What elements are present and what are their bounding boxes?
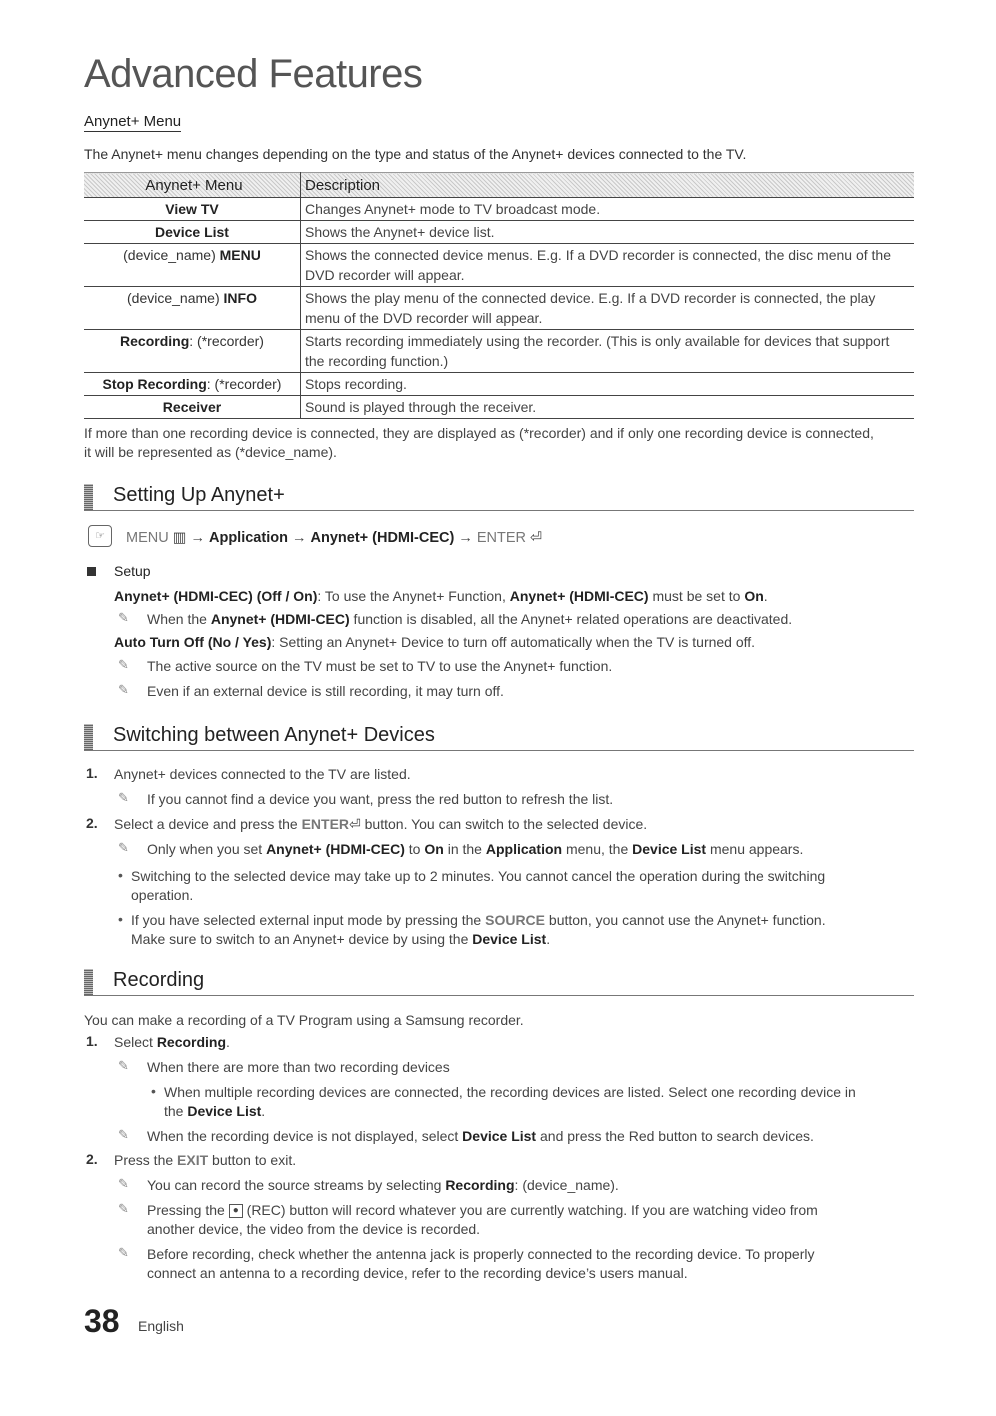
recording-step-1: Select Recording. (114, 1034, 230, 1050)
menu-path: MENU ▥ → Application → Anynet+ (HDMI-CEC) → ENTER ⏎ (126, 530, 543, 546)
page-language: English (138, 1318, 184, 1334)
note-icon: ✎ (118, 682, 129, 697)
section-title: Switching between Anynet+ Devices (113, 724, 435, 746)
auto-turn-off-note-2: Even if an external device is still recording, it may turn off. (147, 683, 504, 699)
auto-turn-off-option: Auto Turn Off (No / Yes): Setting an Anynet+ Device to turn off automatically when the TV is turned off. (114, 634, 756, 650)
menu-item-cell: Receiver (84, 396, 301, 419)
hdmi-cec-note: When the Anynet+ (HDMI-CEC) function is disabled, all the Anynet+ related operations are deactivated. (147, 611, 793, 627)
note-icon: ✎ (118, 790, 129, 805)
rec-button-icon: ● (229, 1204, 243, 1218)
description-cell: Stops recording. (301, 373, 915, 396)
recording-note-2: When the recording device is not displayed, select Device List and press the Red button to search devices. (147, 1128, 814, 1144)
table-row (84, 221, 914, 244)
auto-turn-off-note-1: The active source on the TV must be set to TV to use the Anynet+ function. (147, 658, 613, 674)
recording-note-3: You can record the source streams by selecting Recording: (device_name). (147, 1177, 619, 1193)
switching-step-2-note: Only when you set Anynet+ (HDMI-CEC) to On in the Application menu, the Device List menu appears. (147, 841, 804, 857)
note-icon: ✎ (118, 1176, 129, 1191)
switching-bullet-2: If you have selected external input mode by pressing the SOURCE button, you cannot use the Anynet+ function. Make sure to switch to an Anynet+ device by using the Device List. (131, 912, 826, 947)
section-title: Recording (113, 969, 205, 991)
section-header-switching (84, 724, 914, 751)
page-title: Advanced Features (84, 52, 423, 96)
description-cell: Starts recording immediately using the recorder. (This is only available for devices that support the recording function.) (301, 330, 915, 373)
recording-note-1: When there are more than two recording devices (147, 1059, 450, 1075)
note-icon: ✎ (118, 610, 129, 625)
step-number: 2. (86, 1151, 98, 1167)
table-row (84, 244, 914, 287)
section-bar (84, 969, 93, 995)
menu-path-enter: ENTER (476, 530, 527, 546)
section-header-setting-up (84, 484, 914, 511)
table-header-row (84, 173, 914, 198)
switching-step-2: Select a device and press the ENTER⏎ button. You can switch to the selected device. (114, 816, 648, 832)
table-row (84, 287, 914, 330)
recording-sub-bullet: When multiple recording devices are connected, the recording devices are listed. Select one recording device in the Device List. (164, 1084, 856, 1119)
step-number: 2. (86, 815, 98, 831)
description-cell: Shows the play menu of the connected device. E.g. If a DVD recorder is connected, the play menu of the DVD recorder will appear. (301, 287, 915, 330)
table-row (84, 396, 914, 419)
anynet-menu-table (84, 172, 914, 419)
bullet-dot: • (118, 911, 123, 927)
table-header-menu: Anynet+ Menu (84, 173, 301, 198)
description-cell: Sound is played through the receiver. (301, 396, 915, 419)
table-row (84, 330, 914, 373)
description-cell: Shows the connected device menus. E.g. If a DVD recorder is connected, the disc menu of the DVD recorder will appear. (301, 244, 915, 287)
enter-key-icon: ⏎ (526, 530, 543, 546)
setup-label: Setup (114, 563, 151, 579)
menu-item-cell: Stop Recording: (*recorder) (84, 373, 301, 396)
setup-bullet-square (87, 567, 96, 576)
note-icon: ✎ (118, 1201, 129, 1216)
note-icon: ✎ (118, 1127, 129, 1142)
menu-shortcut-icon: ☞ (88, 525, 112, 547)
note-icon: ✎ (118, 1058, 129, 1073)
switching-bullet-1: Switching to the selected device may take up to 2 minutes. You cannot cancel the operation during the switching operation. (131, 868, 826, 903)
menu-path-anynet: Anynet+ (HDMI-CEC) (310, 530, 455, 546)
recording-intro: You can make a recording of a TV Program using a Samsung recorder. (84, 1012, 524, 1028)
note-icon: ✎ (118, 840, 129, 855)
section-bar (84, 724, 93, 750)
menu-path-menu: MENU (126, 530, 169, 546)
page-number: 38 (84, 1303, 120, 1339)
section-header-recording (84, 969, 914, 996)
menu-key-icon: ▥ (168, 530, 191, 546)
menu-item-cell: View TV (84, 198, 301, 221)
table-row (84, 373, 914, 396)
section-bar (84, 484, 93, 510)
enter-key-icon: ⏎ (349, 816, 361, 832)
recorder-footnote: If more than one recording device is connected, they are displayed as (*recorder) and if only one recording device is connected, it will be represented as (*device_name). (84, 425, 874, 460)
switching-step-1-note: If you cannot find a device you want, press the red button to refresh the list. (147, 791, 614, 807)
hdmi-cec-option: Anynet+ (HDMI-CEC) (Off / On): To use the Anynet+ Function, Anynet+ (HDMI-CEC) must be set to On. (114, 588, 768, 604)
switching-step-1: Anynet+ devices connected to the TV are listed. (114, 766, 411, 782)
table-header-description: Description (301, 173, 915, 198)
bullet-dot: • (151, 1083, 156, 1099)
note-icon: ✎ (118, 657, 129, 672)
recording-note-5: Before recording, check whether the antenna jack is properly connected to the recording device. To properly connect an antenna to a recording device, refer to the recording device’s users manual. (147, 1246, 815, 1281)
menu-item-cell: Recording: (*recorder) (84, 330, 301, 373)
step-number: 1. (86, 765, 98, 781)
table-row (84, 198, 914, 221)
menu-path-application: Application (209, 530, 288, 546)
menu-item-cell: (device_name) MENU (84, 244, 301, 287)
menu-item-cell: Device List (84, 221, 301, 244)
step-number: 1. (86, 1033, 98, 1049)
recording-step-2: Press the EXIT button to exit. (114, 1152, 297, 1168)
note-icon: ✎ (118, 1245, 129, 1260)
recording-note-4: Pressing the ● (REC) button will record whatever you are currently watching. If you are watching video from another device, the video from the device is recorded. (147, 1202, 818, 1237)
section-title: Setting Up Anynet+ (113, 484, 285, 506)
description-cell: Changes Anynet+ mode to TV broadcast mode. (301, 198, 915, 221)
anynet-menu-intro: The Anynet+ menu changes depending on the type and status of the Anynet+ devices connected to the TV. (84, 146, 747, 162)
bullet-dot: • (118, 867, 123, 883)
anynet-menu-subtitle: Anynet+ Menu (84, 113, 182, 130)
menu-item-cell: (device_name) INFO (84, 287, 301, 330)
description-cell: Shows the Anynet+ device list. (301, 221, 915, 244)
